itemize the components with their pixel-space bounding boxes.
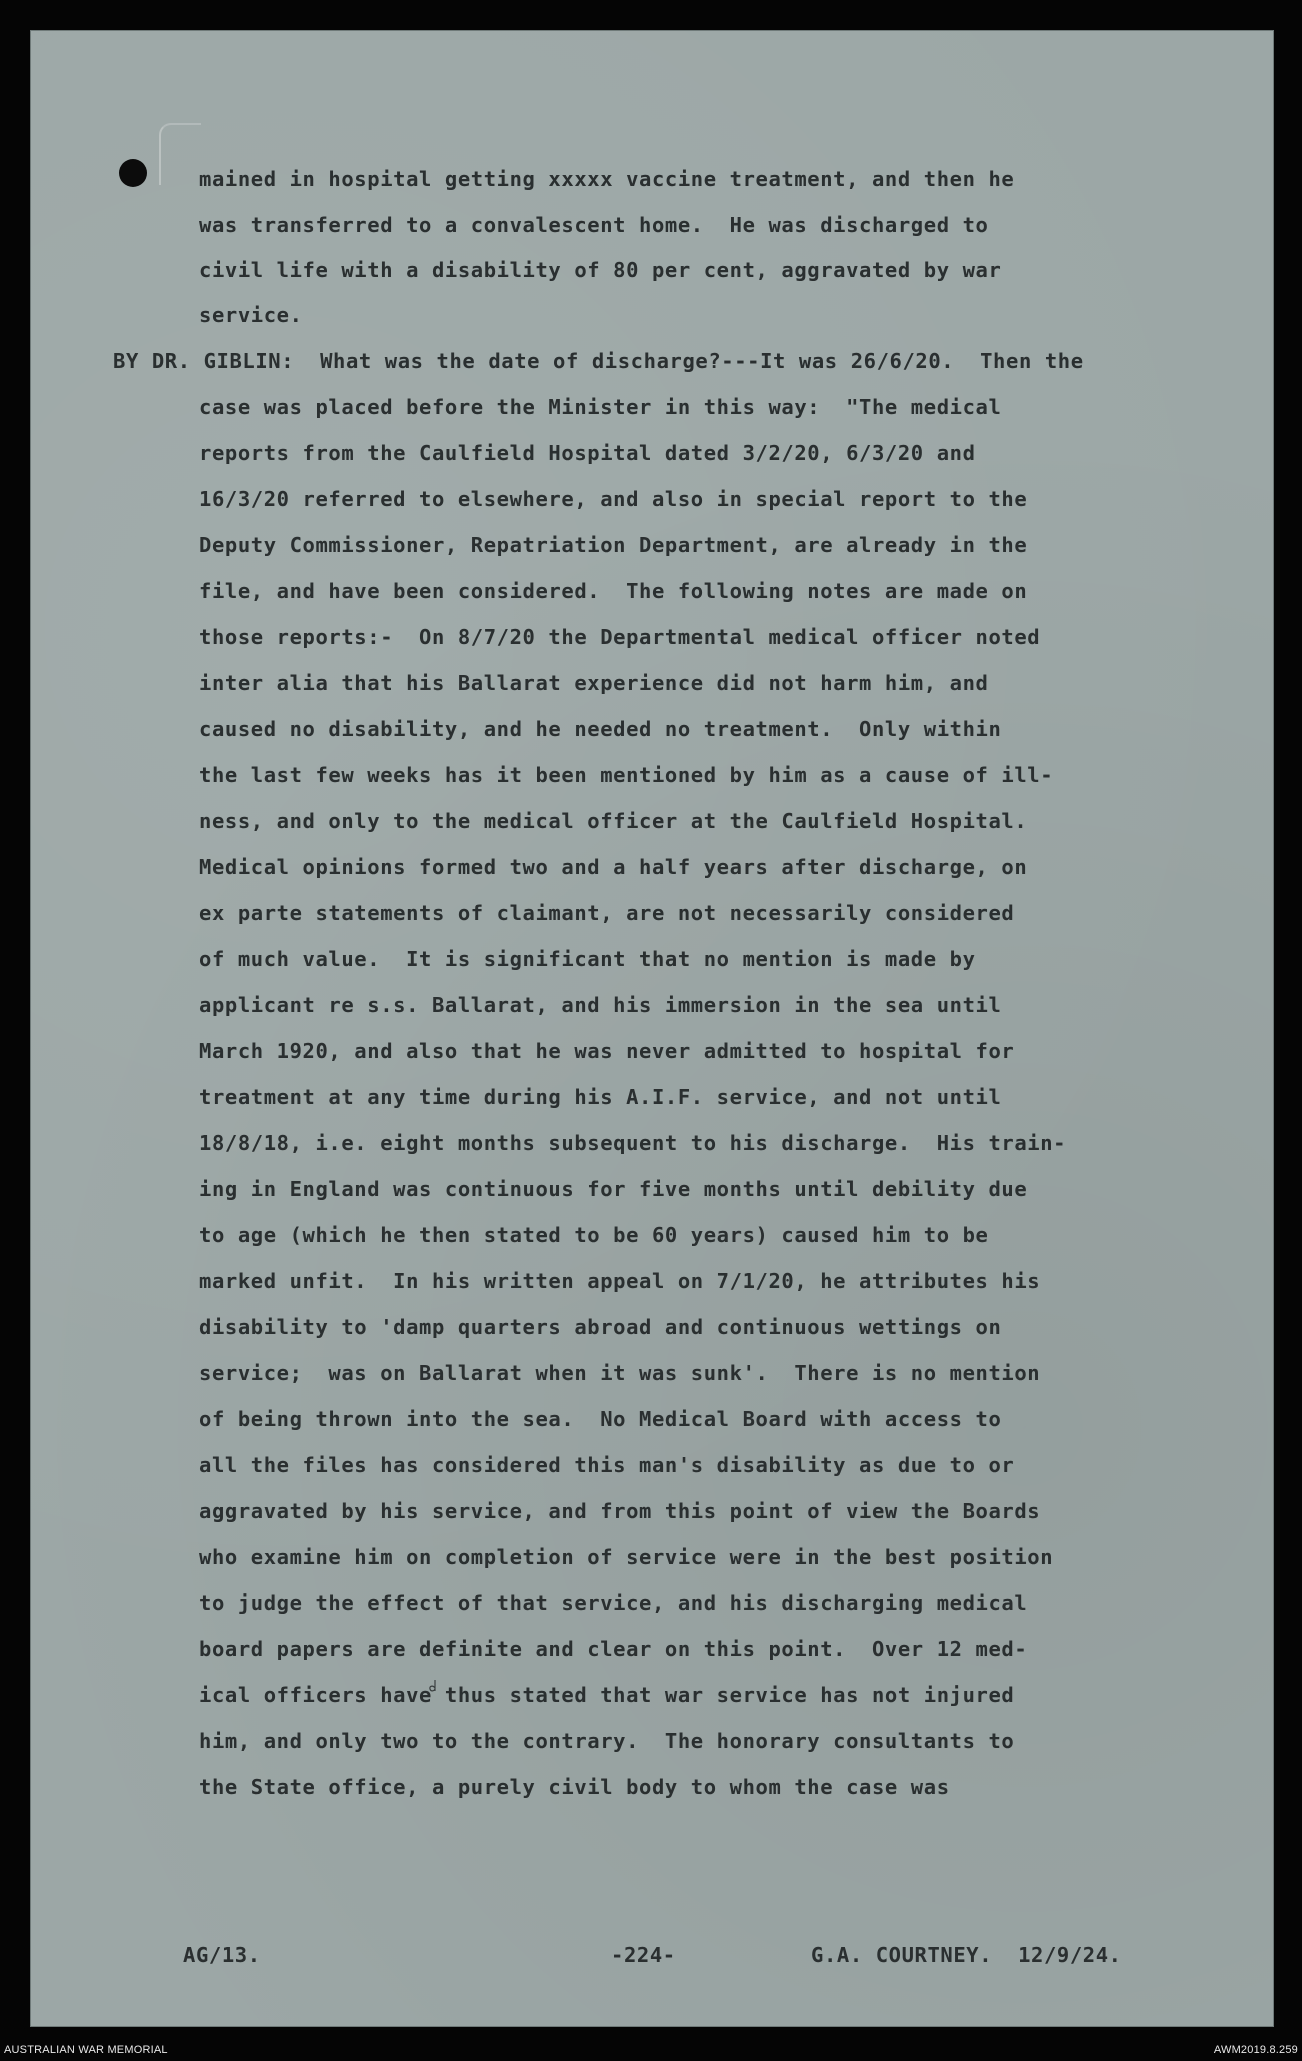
text-line-25: marked unfit. In his written appeal on 7/1/20, he attributes his — [199, 1269, 1041, 1293]
text-line-6: case was placed before the Minister in this way: "The medical — [199, 395, 1002, 419]
text-line-20: March 1920, and also that he was never admitted to hospital for — [199, 1039, 1015, 1063]
footer-reference: AG/13. — [183, 1943, 261, 1967]
text-line-13: caused no disability, and he needed no treatment. Only within — [199, 717, 1002, 741]
text-line-33: board papers are definite and clear on this point. Over 12 med- — [199, 1637, 1028, 1661]
text-line-15: ness, and only to the medical officer at the Caulfield Hospital. — [199, 809, 1028, 833]
text-line-17: ex parte statements of claimant, are not necessarily considered — [199, 901, 1015, 925]
text-line-2: was transferred to a convalescent home. He was discharged to — [199, 213, 989, 237]
text-line-36: the State office, a purely civil body to whom the case was — [199, 1775, 950, 1799]
text-line-3: civil life with a disability of 80 per cent, aggravated by war — [199, 258, 1002, 282]
text-line-1: mained in hospital getting xxxxx vaccine treatment, and then he — [199, 167, 1015, 191]
text-line-31: who examine him on completion of service were in the best position — [199, 1545, 1054, 1569]
text-line-8: 16/3/20 referred to elsewhere, and also in special report to the — [199, 487, 1028, 511]
punch-hole — [119, 159, 147, 187]
text-line-7: reports from the Caulfield Hospital dated 3/2/20, 6/3/20 and — [199, 441, 976, 465]
footer-signature-date: G.A. COURTNEY. 12/9/24. — [811, 1943, 1122, 1967]
text-line-10: file, and have been considered. The following notes are made on — [199, 579, 1028, 603]
text-line-21: treatment at any time during his A.I.F. service, and not until — [199, 1085, 1002, 1109]
text-line-30: aggravated by his service, and from this point of view the Boards — [199, 1499, 1041, 1523]
text-line-35: him, and only two to the contrary. The honorary consultants to — [199, 1729, 1015, 1753]
text-line-29: all the files has considered this man's disability as due to or — [199, 1453, 1015, 1477]
footer-page-number: -224- — [611, 1943, 676, 1967]
handwritten-insert — [427, 1679, 439, 1693]
archive-caption: AUSTRALIAN WAR MEMORIAL — [4, 2044, 168, 2056]
text-line-14: the last few weeks has it been mentioned by him as a cause of ill- — [199, 763, 1054, 787]
text-line-16: Medical opinions formed two and a half years after discharge, on — [199, 855, 1028, 879]
typed-page — [30, 30, 1274, 2027]
text-line-11: those reports:- On 8/7/20 the Departmental medical officer noted — [199, 625, 1041, 649]
text-line-4: service. — [199, 303, 303, 327]
text-line-18: of much value. It is significant that no mention is made by — [199, 947, 976, 971]
text-line-24: to age (which he then stated to be 60 years) caused him to be — [199, 1223, 989, 1247]
text-line-12: inter alia that his Ballarat experience did not harm him, and — [199, 671, 989, 695]
paper-crease — [159, 123, 201, 185]
text-line-5: BY DR. GIBLIN: What was the date of discharge?---It was 26/6/20. Then the — [113, 349, 1084, 373]
archive-id: AWM2019.8.259 — [1213, 2044, 1298, 2056]
text-line-19: applicant re s.s. Ballarat, and his immersion in the sea until — [199, 993, 1002, 1017]
text-line-26: disability to 'damp quarters abroad and continuous wettings on — [199, 1315, 1002, 1339]
text-line-23: ing in England was continuous for five months until debility due — [199, 1177, 1028, 1201]
text-line-27: service; was on Ballarat when it was sunk'. There is no mention — [199, 1361, 1041, 1385]
text-line-32: to judge the effect of that service, and his discharging medical — [199, 1591, 1028, 1615]
text-line-22: 18/8/18, i.e. eight months subsequent to his discharge. His train- — [199, 1131, 1067, 1155]
text-line-9: Deputy Commissioner, Repatriation Department, are already in the — [199, 533, 1028, 557]
text-line-34: ical officers have thus stated that war service has not injured — [199, 1683, 1015, 1707]
text-line-28: of being thrown into the sea. No Medical Board with access to — [199, 1407, 1002, 1431]
